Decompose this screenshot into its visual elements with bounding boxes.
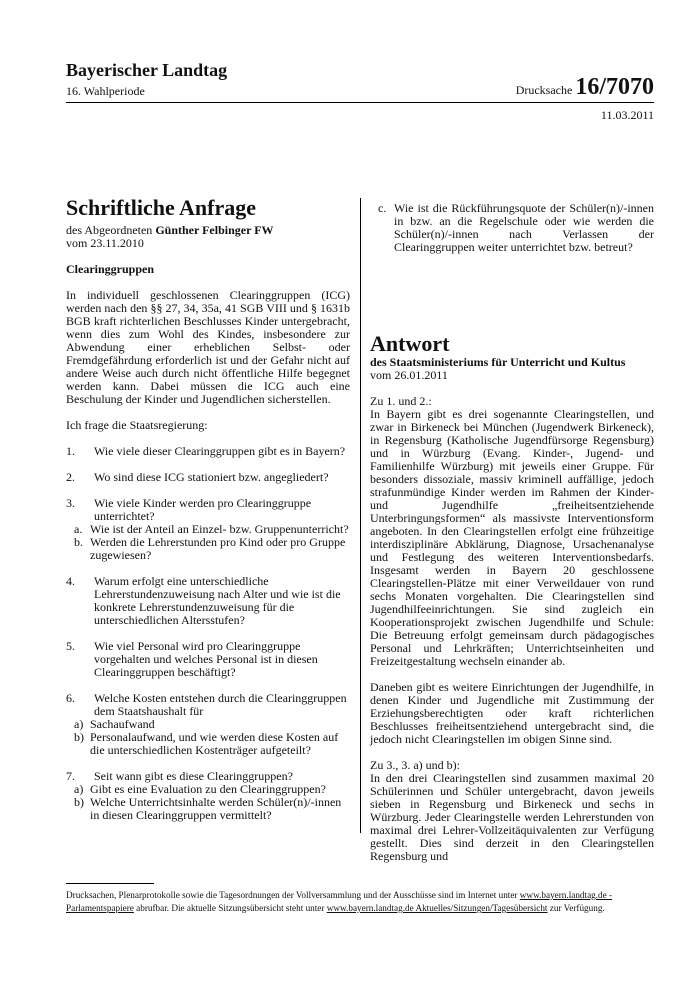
- question-number: 4.: [66, 574, 75, 588]
- drucksache-block: [516, 74, 654, 101]
- drucksache-number: 16/7070: [575, 74, 654, 100]
- sub-text: Wie ist die Rückführungsquote der Schüler(n)/-innen in bzw. an die Regelschule oder wie werden die Schüler(n)/-innen nach Verlassen der Clearinggruppen weiter unterrichtet bzw. betreut?: [394, 201, 654, 254]
- footer-text-2: abrufbar. Die aktuelle Sitzungsübersicht steht unter: [136, 903, 325, 913]
- left-column: [66, 196, 350, 822]
- question-number: 6.: [66, 691, 75, 705]
- sub-text: Personalaufwand, und wie werden diese Kosten auf die unterschiedlichen Kostenträger aufgeteilt?: [90, 730, 339, 757]
- sub-label: c.: [378, 201, 387, 215]
- sub-label: b): [74, 730, 84, 744]
- footer-rule: [66, 883, 154, 884]
- question-number: 7.: [66, 769, 75, 783]
- sub-label: b.: [74, 535, 83, 549]
- antwort-from: des Staatsministeriums für Unterricht und Kultus: [370, 355, 626, 369]
- drucksache-label: Drucksache: [515, 83, 573, 97]
- question-6: [66, 692, 350, 718]
- question-text: Wie viele dieser Clearinggruppen gibt es in Bayern?: [94, 444, 346, 458]
- question-3-subs: [66, 523, 350, 562]
- question-number: 5.: [66, 639, 75, 653]
- question-number: 2.: [66, 470, 75, 484]
- sub-label: a): [74, 717, 84, 731]
- question-4: [66, 575, 350, 627]
- subquestion-3c: [378, 202, 654, 254]
- question-text: Wo sind diese ICG stationiert bzw. angegliedert?: [94, 470, 329, 484]
- antwort-heading: Antwort: [370, 331, 450, 356]
- answer-12-label: Zu 1. und 2.:: [370, 394, 432, 408]
- ask-line: Ich frage die Staatsregierung:: [66, 418, 208, 432]
- intro-paragraph: In individuell geschlossenen Clearinggruppen (ICG) werden nach den §§ 27, 34, 35a, 41 SGB VIII und § 1631b BGB kraft richterlichen Beschlusses Kinder untergebracht, wenn dies zum Wohl des Kindes, insbesondere zur Abwendung einer erheblichen Selbst- oder Fremdgefährdung erforderlich ist und der Gefahr nicht auf andere Weise auch durch nicht öffentliche Hilfe begegnet werden kann. Dabei müssen die ICG auch eine Beschulung der Kinder und Jugendlichen sicherstellen.: [66, 288, 350, 406]
- anfrage-heading: Schriftliche Anfrage: [66, 195, 257, 220]
- question-5: [66, 640, 350, 679]
- answer-3-label: Zu 3., 3. a) und b):: [370, 758, 460, 772]
- answer-3-text: In den drei Clearingstellen sind zusammen maximal 20 Schülerinnen und Schüler untergebracht, davon jeweils sieben in Regensburg und Birkeneck und sechs in Würzburg. Jeder Clearingstelle werden Lehrerstunden von maximal drei Lehrer-Vollzeitäquivalenten zur Verfügung gestellt. Dies sind derzeit in den Clearingstellen Regensburg und: [370, 771, 654, 863]
- subquestion: [74, 536, 350, 562]
- question-3: [66, 497, 350, 523]
- sub-text: Wie ist der Anteil an Einzel- bzw. Gruppenunterricht?: [90, 522, 349, 536]
- footer-note: [66, 889, 656, 915]
- question-2: [66, 471, 350, 484]
- question-number: 3.: [66, 496, 75, 510]
- sub-label: b): [74, 795, 84, 809]
- anfrage-date: vom 23.11.2010: [66, 236, 144, 250]
- sub-text: Werden die Lehrerstunden pro Kind oder pro Gruppe zugewiesen?: [90, 535, 346, 562]
- question-main: Wie viele Kinder werden pro Clearinggruppe unterrichtet?: [94, 496, 312, 523]
- document-date: 11.03.2011: [600, 108, 654, 122]
- question-text: Seit wann gibt es diese Clearinggruppen?: [94, 769, 293, 783]
- right-column: [370, 202, 654, 863]
- author-prefix: des Abgeordneten: [66, 223, 153, 237]
- question-text: Warum erfolgt eine unterschiedliche Lehrerstundenzuweisung nach Alter und wie ist die konkrete Lehrerstundenzuweisung für die unterschiedlichen Altersstufen?: [94, 574, 341, 627]
- sub-label: a): [74, 782, 84, 796]
- topic-title: Clearinggruppen: [66, 262, 155, 276]
- sub-label: a.: [74, 522, 83, 536]
- antwort-date: vom 26.01.2011: [370, 368, 448, 382]
- subquestion: [74, 796, 350, 822]
- answer-12-text-2: Daneben gibt es weitere Einrichtungen der Jugendhilfe, in denen Kinder und Jugendliche mit Zustimmung der Erziehungsberechtigten oder kraft richterlichen Beschlusses freiheitsentziehend untergebracht sind, die jedoch nicht Clearingstellen im obigen Sinne sind.: [370, 680, 654, 746]
- column-divider: [360, 198, 361, 833]
- question-text: Welche Kosten entstehen durch die Clearinggruppen dem Staatshaushalt für: [94, 691, 347, 718]
- sub-text: Gibt es eine Evaluation zu den Clearinggruppen?: [90, 782, 326, 796]
- sub-text: Welche Unterrichtsinhalte werden Schüler(n)/-innen in diesen Clearinggruppen vermittelt?: [90, 795, 342, 822]
- author-name: Günther Felbinger FW: [155, 223, 274, 237]
- parliament-title: Bayerischer Landtag: [66, 60, 228, 80]
- question-number: 1.: [66, 444, 75, 458]
- question-6-subs: [66, 718, 350, 757]
- period-label: 16. Wahlperiode: [66, 84, 145, 98]
- answer-12-text: In Bayern gibt es drei sogenannte Clearingstellen, und zwar in Birkeneck bei München (Jugendwerk Birkeneck), in Regensburg (Katholische Jugendfürsorge Regensburg) und in Würzburg (Evang. Kinder-, Jugend- und Familienhilfe Würzburg) mit jeweils einer Gruppe. Für besonders dissoziale, massiv kriminell auffällige, jedoch strafunmündige Kinder werden im Rahmen der Kinder- und Jugendhilfe „freiheitsentziehende Unterbringungsformen“ als massivste Interventionsform angeboten. In den Clearingstellen erfolgt eine frühzeitige interdisziplinäre Abklärung, Diagnose, Ursachenanalyse und Festlegung des weiteren Interventionsbedarfs. Insgesamt werden in Bayern 20 geschlossene Clearingstellen-Plätze mit einer Verweildauer von rund sechs Monaten vorgehalten. Die Clearingstellen sind Jugendhilfeeinrichtungen. Sie sind zugleich ein Kooperationsprojekt zwischen Jugendhilfe und Schule: Die Betreuung erfolgt gemeinsam durch pädagogisches Personal und Lehrkräften; Unterrichtseinheiten und Freizeitgestaltung wechseln einander ab.: [370, 407, 654, 668]
- footer-text-1: Drucksachen, Plenarprotokolle sowie die Tagesordnungen der Vollversammlung und der Ausschüsse sind im Internet unter: [66, 890, 518, 900]
- header-rule: [66, 102, 654, 103]
- question-text: [94, 497, 350, 523]
- sub-text: Sachaufwand: [90, 717, 155, 731]
- footer-link-parlamentspapiere[interactable]: www.bayern.landtag.de - Parlamentspapiere: [66, 890, 613, 913]
- footer-link-sitzungen[interactable]: www.bayern.landtag.de Aktuelles/Sitzungen/Tagesübersicht: [326, 903, 548, 913]
- subquestion: [74, 731, 350, 757]
- question-7-subs: [66, 783, 350, 822]
- question-1: [66, 445, 350, 458]
- footer-text-3: zur Verfügung.: [549, 903, 605, 913]
- question-text: Wie viel Personal wird pro Clearinggruppe vorgehalten und welches Personal ist in diesen Clearinggruppen beschäftigt?: [94, 639, 318, 679]
